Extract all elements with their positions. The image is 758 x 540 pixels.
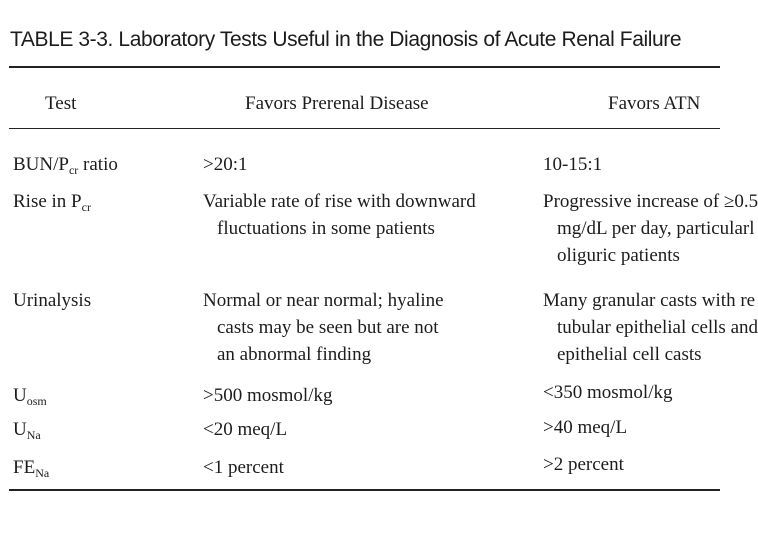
- test-name: FE: [13, 457, 36, 478]
- row-una-test: [13, 416, 41, 443]
- header-favors-prerenal: Favors Prerenal Disease: [245, 93, 429, 114]
- test-suffix: ratio: [78, 154, 118, 175]
- cell-line: casts may be seen but are not: [217, 317, 439, 338]
- row-una-atn: [543, 414, 627, 441]
- row-una-prerenal: [203, 416, 287, 443]
- row-rise-pcr-prerenal: [203, 188, 476, 242]
- cell-line: <20 meq/L: [203, 419, 288, 440]
- table-title: TABLE 3-3. Laboratory Tests Useful in the Diagnosis of Acute Renal Failure: [10, 28, 682, 51]
- cell-line: >500 mosmol/kg: [203, 385, 333, 406]
- cell-line: <1 percent: [203, 457, 284, 478]
- row-rise-pcr-test: [13, 188, 91, 215]
- cell-line: epithelial cell casts: [557, 344, 702, 365]
- cell-line: >2 percent: [543, 454, 624, 475]
- cell-line: tubular epithelial cells and: [557, 317, 758, 338]
- row-fena-test: [13, 454, 49, 481]
- cell-line: >20:1: [203, 154, 248, 175]
- table-bottom-rule: [9, 489, 720, 491]
- header-favors-atn: Favors ATN: [608, 93, 701, 114]
- row-uosm-test: [13, 382, 47, 409]
- cell-line: fluctuations in some patients: [217, 218, 435, 239]
- test-name: BUN/P: [13, 154, 69, 175]
- header-rule: [9, 128, 720, 129]
- cell-line: Variable rate of rise with downward: [203, 191, 476, 212]
- test-subscript: Na: [35, 466, 50, 480]
- row-bun-pcr-test: [13, 151, 118, 178]
- row-uosm-prerenal: [203, 382, 332, 409]
- cell-line: 10-15:1: [543, 154, 603, 175]
- test-name: U: [13, 385, 27, 406]
- row-uosm-atn: [543, 379, 672, 406]
- cell-line: <350 mosmol/kg: [543, 382, 673, 403]
- test-subscript: osm: [26, 394, 47, 408]
- row-bun-pcr-atn: [543, 151, 602, 178]
- row-rise-pcr-atn: [543, 188, 758, 269]
- test-subscript: cr: [68, 163, 79, 177]
- test-name: Urinalysis: [13, 290, 92, 311]
- cell-line: Many granular casts with re: [543, 290, 756, 311]
- test-subscript: Na: [26, 428, 41, 442]
- cell-line: >40 meq/L: [543, 417, 628, 438]
- row-bun-pcr-prerenal: [203, 151, 248, 178]
- row-fena-atn: [543, 451, 624, 478]
- row-urinalysis-atn: [543, 287, 758, 368]
- test-subscript: cr: [81, 200, 91, 214]
- cell-line: Normal or near normal; hyaline: [203, 290, 444, 311]
- cell-line: an abnormal finding: [217, 344, 372, 365]
- row-urinalysis-test: [13, 287, 91, 314]
- row-fena-prerenal: [203, 454, 284, 481]
- test-name: U: [13, 419, 27, 440]
- row-urinalysis-prerenal: [203, 287, 444, 368]
- header-test: Test: [45, 93, 77, 114]
- cell-line: Progressive increase of ≥0.5: [543, 191, 758, 212]
- table-top-rule: [9, 66, 720, 68]
- cell-line: mg/dL per day, particularl: [557, 218, 755, 239]
- test-name: Rise in P: [13, 191, 82, 212]
- cell-line: oliguric patients: [557, 245, 680, 266]
